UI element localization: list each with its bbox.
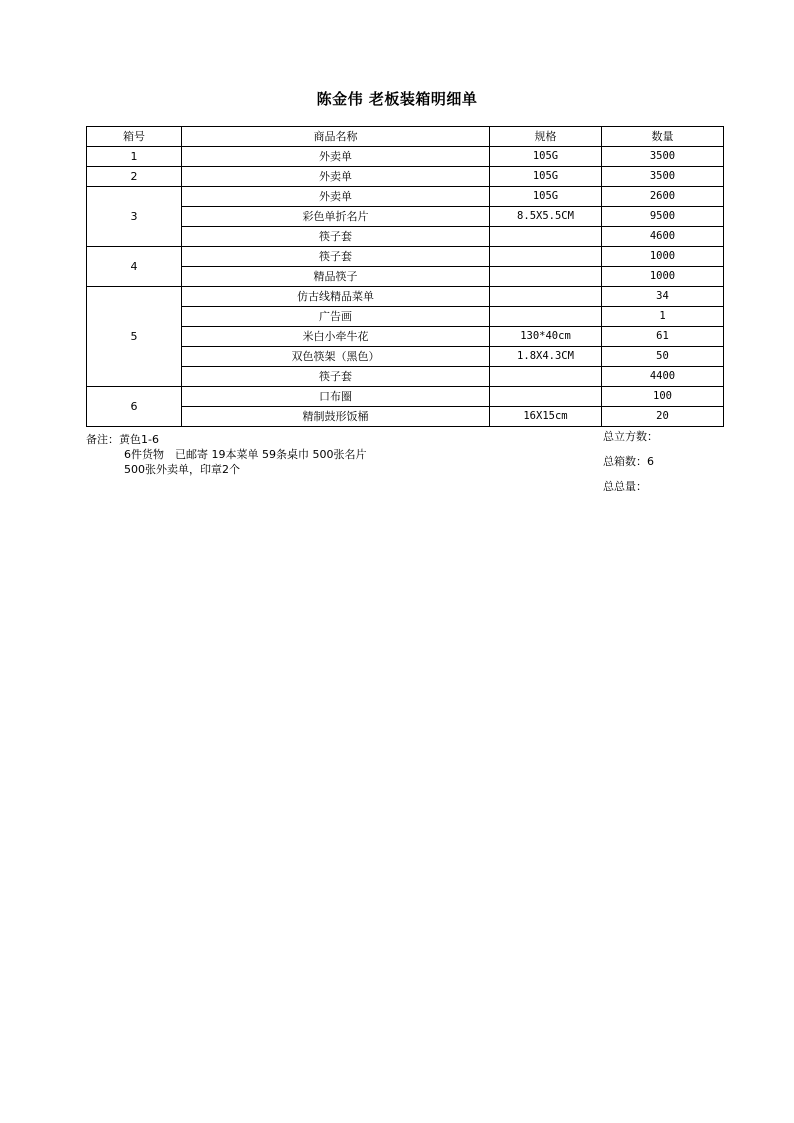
cell-quantity: 9500 (602, 207, 724, 227)
cell-quantity: 4600 (602, 227, 724, 247)
cell-product-name: 口布圈 (182, 387, 490, 407)
cell-spec (490, 247, 602, 267)
cell-box-number: 6 (87, 387, 182, 427)
table-row (87, 207, 724, 227)
cell-spec: 105G (490, 187, 602, 207)
cell-product-name: 外卖单 (182, 187, 490, 207)
remarks-line-2: 6件货物 已邮寄 19本菜单 59条桌巾 500张名片 (124, 448, 367, 461)
table-row (87, 267, 724, 287)
table-row (87, 367, 724, 387)
total-weight: 总总量： (603, 480, 647, 493)
cell-product-name: 筷子套 (182, 227, 490, 247)
cell-box-number: 3 (87, 187, 182, 247)
cell-product-name: 双色筷架（黑色） (182, 347, 490, 367)
cell-quantity: 1 (602, 307, 724, 327)
table-header-row (87, 127, 724, 147)
cell-spec (490, 267, 602, 287)
cell-quantity: 100 (602, 387, 724, 407)
packing-list-table (86, 126, 724, 427)
header-product-name: 商品名称 (182, 127, 490, 147)
cell-quantity: 61 (602, 327, 724, 347)
table-row (87, 227, 724, 247)
cell-spec: 1.8X4.3CM (490, 347, 602, 367)
cell-product-name: 仿古线精品菜单 (182, 287, 490, 307)
table-row (87, 287, 724, 307)
remarks-line-1: 备注：黄色1-6 (86, 433, 159, 446)
table-row (87, 147, 724, 167)
cell-box-number: 4 (87, 247, 182, 287)
cell-product-name: 筷子套 (182, 367, 490, 387)
cell-quantity: 4400 (602, 367, 724, 387)
table-row (87, 187, 724, 207)
header-spec: 规格 (490, 127, 602, 147)
document-title: 陈金伟 老板装箱明细单 (316, 90, 478, 108)
table-row (87, 347, 724, 367)
cell-spec: 105G (490, 147, 602, 167)
cell-box-number: 1 (87, 147, 182, 167)
cell-product-name: 精品筷子 (182, 267, 490, 287)
cell-product-name: 外卖单 (182, 147, 490, 167)
cell-product-name: 彩色单折名片 (182, 207, 490, 227)
remarks (86, 432, 366, 477)
cell-quantity: 3500 (602, 167, 724, 187)
total-volume: 总立方数： (603, 430, 658, 443)
cell-spec (490, 227, 602, 247)
table-row (87, 387, 724, 407)
cell-spec: 8.5X5.5CM (490, 207, 602, 227)
cell-quantity: 1000 (602, 267, 724, 287)
table-row (87, 327, 724, 347)
cell-box-number: 2 (87, 167, 182, 187)
cell-product-name: 筷子套 (182, 247, 490, 267)
header-quantity: 数量 (602, 127, 724, 147)
cell-spec (490, 367, 602, 387)
cell-product-name: 外卖单 (182, 167, 490, 187)
cell-quantity: 2600 (602, 187, 724, 207)
table-row (87, 247, 724, 267)
cell-spec: 130*40cm (490, 327, 602, 347)
cell-box-number: 5 (87, 287, 182, 387)
header-box-number: 箱号 (87, 127, 182, 147)
cell-quantity: 3500 (602, 147, 724, 167)
cell-spec (490, 287, 602, 307)
summary-block (603, 429, 658, 504)
cell-product-name: 精制鼓形饭桶 (182, 407, 490, 427)
total-boxes: 总箱数：6 (603, 455, 654, 468)
table-row (87, 407, 724, 427)
table-row (87, 307, 724, 327)
cell-spec (490, 307, 602, 327)
cell-quantity: 20 (602, 407, 724, 427)
cell-quantity: 34 (602, 287, 724, 307)
remarks-line-3: 500张外卖单，印章2个 (124, 463, 240, 476)
cell-product-name: 米白小牵牛花 (182, 327, 490, 347)
cell-quantity: 1000 (602, 247, 724, 267)
cell-product-name: 广告画 (182, 307, 490, 327)
table-row (87, 167, 724, 187)
cell-quantity: 50 (602, 347, 724, 367)
cell-spec (490, 387, 602, 407)
cell-spec: 16X15cm (490, 407, 602, 427)
cell-spec: 105G (490, 167, 602, 187)
